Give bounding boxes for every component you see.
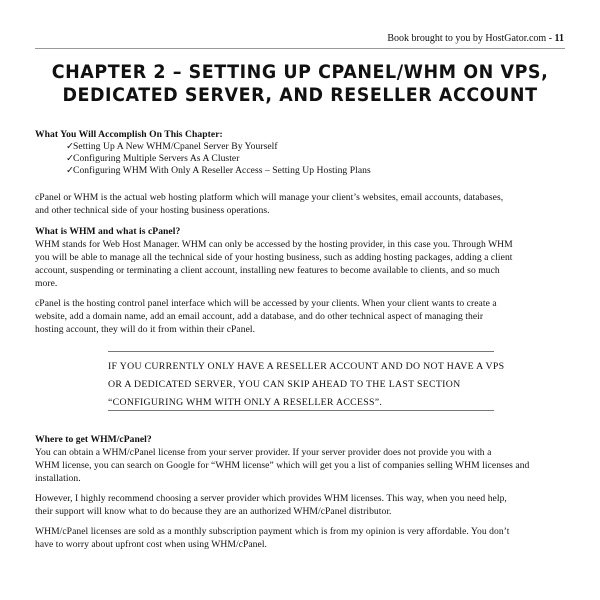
what-p1-line: account, suspending or terminating a client account, installing new features to become available to clients, and so much: [35, 265, 500, 276]
what-p1-line: WHM stands for Web Host Manager. WHM can only be accessed by the hosting provider, in this case you. Through WHM: [35, 239, 513, 250]
accomplish-item: Configuring WHM With Only A Reseller Access – Setting Up Hosting Plans: [73, 165, 371, 176]
intro-line: cPanel or WHM is the actual web hosting platform which will manage your client’s websites, email accounts, databases,: [35, 192, 504, 203]
what-p1-line: more.: [35, 278, 58, 289]
chapter-title-line-1: CHAPTER 2 – SETTING UP CPANEL/WHM ON VPS,: [51, 61, 549, 83]
page-number: 11: [554, 33, 564, 44]
what-p2-line: cPanel is the hosting control panel interface which will be accessed by your clients. When your client wants to create a: [35, 298, 497, 309]
accomplish-heading: What You Will Accomplish On This Chapter:: [35, 129, 223, 140]
where-p1-line: installation.: [35, 473, 81, 484]
where-heading: Where to get WHM/cPanel?: [35, 434, 152, 445]
callout-bottom-rule: [108, 410, 494, 411]
what-p2-line: hosting account, they will do it from within their cPanel.: [35, 324, 256, 335]
callout-line: “CONFIGURING WHM WITH ONLY A RESELLER ACCESS”.: [108, 397, 383, 408]
what-p2-line: website, add a domain name, add an email account, add a database, and do other technical aspect of managing their: [35, 311, 484, 322]
header-divider: [35, 48, 565, 49]
where-p2-line: their support will know what to do because they are an authorized WHM/cPanel distributor.: [35, 506, 392, 517]
intro-line: and other technical side of your hosting business operations.: [35, 205, 270, 216]
header-text: Book brought to you by HostGator.com -: [387, 33, 555, 44]
callout-line: IF YOU CURRENTLY ONLY HAVE A RESELLER ACCOUNT AND DO NOT HAVE A VPS: [108, 361, 505, 372]
where-p2-line: However, I highly recommend choosing a server provider which provides WHM licenses. This way, when you need help,: [35, 493, 507, 504]
running-header: [387, 33, 564, 44]
callout-top-rule: [108, 351, 494, 352]
callout-line: OR A DEDICATED SERVER, YOU CAN SKIP AHEAD TO THE LAST SECTION: [108, 379, 461, 390]
check-icon: ✓: [66, 165, 75, 176]
what-p1-line: you will be able to manage all the technical side of your hosting business, such as adding hosting packages, adding a client: [35, 252, 513, 263]
chapter-title-line-2: DEDICATED SERVER, AND RESELLER ACCOUNT: [62, 84, 538, 106]
what-heading: What is WHM and what is cPanel?: [35, 226, 181, 237]
where-p3-line: have to worry about upfront cost when using WHM/cPanel.: [35, 539, 267, 550]
where-p3-line: WHM/cPanel licenses are sold as a monthly subscription payment which is from my opinion is very affordable. You don’t: [35, 526, 510, 537]
check-icon: ✓: [66, 153, 75, 164]
where-p1-line: You can obtain a WHM/cPanel license from your server provider. If your server provider does not provide you with a: [35, 447, 492, 458]
accomplish-item: Setting Up A New WHM/Cpanel Server By Yourself: [73, 141, 278, 152]
where-p1-line: WHM license, you can search on Google for “WHM license” which will get you a list of companies selling WHM licenses and: [35, 460, 530, 471]
accomplish-item: Configuring Multiple Servers As A Cluster: [73, 153, 240, 164]
check-icon: ✓: [66, 141, 75, 152]
